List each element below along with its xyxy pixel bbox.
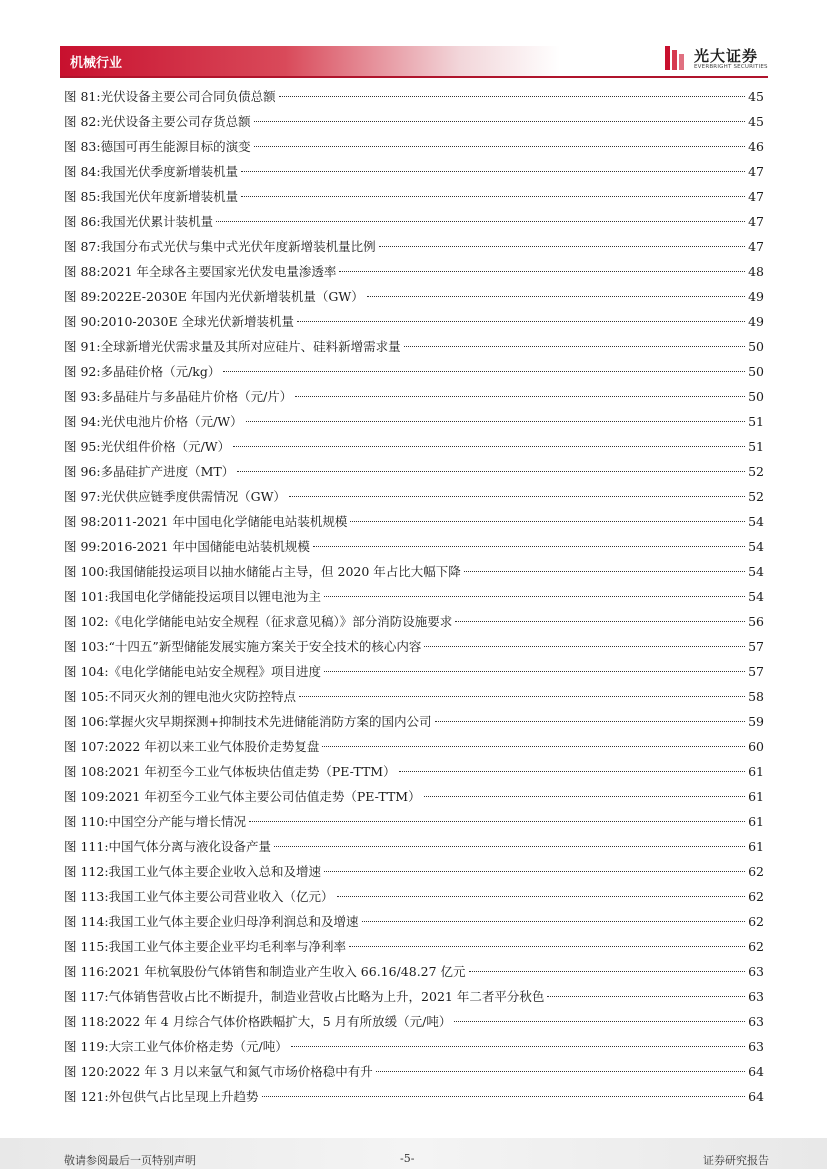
toc-row[interactable]: [64, 459, 764, 484]
figure-title: 多晶硅价格（元/kg）: [100, 364, 221, 379]
dot-leader: [350, 521, 745, 522]
figure-number: 图 85:: [64, 189, 101, 204]
dot-leader: [237, 471, 745, 472]
company-logo: [662, 44, 772, 74]
figure-title: 掌握火灾早期探测+抑制技术先进储能消防方案的国内公司: [108, 714, 432, 729]
figure-number: 图 88:: [64, 264, 101, 279]
toc-row[interactable]: [64, 984, 764, 1009]
figure-title: 光伏设备主要公司存货总额: [100, 114, 251, 129]
figure-number: 图 104:: [64, 664, 109, 679]
figure-title: 2021 年全球各主要国家光伏发电量渗透率: [100, 264, 337, 279]
toc-row[interactable]: [64, 484, 764, 509]
figure-number: 图 108:: [64, 764, 109, 779]
figure-number: 图 115:: [64, 939, 109, 954]
figure-list: [64, 84, 764, 1109]
figure-title: 2022 年初以来工业气体股价走势复盘: [108, 739, 320, 754]
page-ref: 52: [748, 464, 764, 479]
figure-title: 我国光伏累计装机量: [100, 214, 214, 229]
page-ref: 61: [748, 764, 764, 779]
page-ref: 45: [748, 89, 764, 104]
figure-title: “十四五”新型储能发展实施方案关于安全技术的核心内容: [108, 639, 422, 654]
toc-row[interactable]: [64, 759, 764, 784]
page-number: -5-: [400, 1152, 415, 1165]
dot-leader: [367, 296, 745, 297]
figure-title: 我国电化学储能投运项目以锂电池为主: [108, 589, 322, 604]
figure-title: 《电化学储能电站安全规程（征求意见稿）》部分消防设施要求: [108, 614, 453, 629]
dot-leader: [339, 271, 745, 272]
dot-leader: [322, 746, 745, 747]
header-band: [60, 46, 560, 76]
page-ref: 58: [748, 689, 764, 704]
figure-number: 图 92:: [64, 364, 101, 379]
figure-title: 2011-2021 年中国电化学储能电站装机规模: [100, 514, 348, 529]
dot-leader: [262, 1096, 746, 1097]
figure-title: 多晶硅片与多晶硅片价格（元/片）: [100, 389, 293, 404]
dot-leader: [454, 1021, 745, 1022]
figure-title: 气体销售营收占比不断提升，制造业营收占比略为上升，2021 年二者平分秋色: [108, 989, 545, 1004]
figure-title: 光伏电池片价格（元/W）: [100, 414, 243, 429]
dot-leader: [249, 821, 745, 822]
figure-number: 图 101:: [64, 589, 109, 604]
page-ref: 57: [748, 639, 764, 654]
header-divider: [60, 76, 768, 78]
dot-leader: [362, 921, 746, 922]
figure-number: 图 107:: [64, 739, 109, 754]
toc-row[interactable]: [64, 709, 764, 734]
figure-number: 图 82:: [64, 114, 101, 129]
figure-number: 图 111:: [64, 839, 109, 854]
page-ref: 62: [748, 939, 764, 954]
page-ref: 49: [748, 314, 764, 329]
toc-row[interactable]: [64, 334, 764, 359]
figure-title: 中国气体分离与液化设备产量: [108, 839, 272, 854]
page-ref: 62: [748, 889, 764, 904]
dot-leader: [324, 871, 745, 872]
page-ref: 63: [748, 1039, 764, 1054]
dot-leader: [455, 621, 745, 622]
figure-title: 2021 年初至今工业气体板块估值走势（PE-TTM）: [108, 764, 396, 779]
dot-leader: [469, 971, 746, 972]
toc-row[interactable]: [64, 509, 764, 534]
dot-leader: [254, 146, 745, 147]
page-ref: 60: [748, 739, 764, 754]
page-ref: 59: [748, 714, 764, 729]
toc-row[interactable]: [64, 884, 764, 909]
dot-leader: [233, 446, 745, 447]
dot-leader: [424, 646, 745, 647]
dot-leader: [435, 721, 746, 722]
figure-number: 图 119:: [64, 1039, 109, 1054]
figure-title: 《电化学储能电站安全规程》项目进度: [108, 664, 322, 679]
figure-number: 图 98:: [64, 514, 101, 529]
figure-title: 光伏组件价格（元/W）: [100, 439, 231, 454]
figure-title: 不同灭火剂的锂电池火灾防控特点: [108, 689, 297, 704]
toc-row[interactable]: [64, 84, 764, 109]
dot-leader: [464, 571, 745, 572]
figure-number: 图 95:: [64, 439, 101, 454]
figure-title: 我国工业气体主要企业平均毛利率与净利率: [108, 939, 347, 954]
dot-leader: [274, 846, 745, 847]
figure-number: 图 109:: [64, 789, 109, 804]
dot-leader: [424, 796, 746, 797]
figure-title: 我国工业气体主要企业归母净利润总和及增速: [108, 914, 359, 929]
dot-leader: [299, 696, 745, 697]
figure-number: 图 103:: [64, 639, 109, 654]
footer-disclaimer: 敬请参阅最后一页特别声明: [64, 1154, 196, 1167]
page-ref: 48: [748, 264, 764, 279]
figure-title: 光伏供应链季度供需情况（GW）: [100, 489, 286, 504]
dot-leader: [241, 171, 745, 172]
figure-title: 我国光伏年度新增装机量: [100, 189, 239, 204]
figure-title: 我国光伏季度新增装机量: [100, 164, 239, 179]
footer-report-type: 证券研究报告: [703, 1154, 769, 1167]
page-ref: 61: [748, 814, 764, 829]
toc-row[interactable]: [64, 609, 764, 634]
logo-chinese-text: 光大证券: [694, 47, 759, 65]
figure-number: 图 112:: [64, 864, 109, 879]
page-ref: 54: [748, 564, 764, 579]
figure-number: 图 106:: [64, 714, 109, 729]
logo-english-text: EVERBRIGHT SECURITIES: [694, 64, 768, 70]
toc-row[interactable]: [64, 184, 764, 209]
toc-row[interactable]: [64, 409, 764, 434]
figure-number: 图 84:: [64, 164, 101, 179]
figure-title: 2016-2021 年中国储能电站装机规模: [100, 539, 310, 554]
toc-row[interactable]: [64, 359, 764, 384]
dot-leader: [324, 596, 745, 597]
page-ref: 45: [748, 114, 764, 129]
dot-leader: [547, 996, 745, 997]
dot-leader: [279, 96, 745, 97]
toc-row[interactable]: [64, 434, 764, 459]
toc-row[interactable]: [64, 809, 764, 834]
page-ref: 47: [748, 164, 764, 179]
page-ref: 52: [748, 489, 764, 504]
page-ref: 47: [748, 214, 764, 229]
toc-row[interactable]: [64, 784, 764, 809]
dot-leader: [216, 221, 745, 222]
page-ref: 51: [748, 414, 764, 429]
figure-title: 大宗工业气体价格走势（元/吨）: [108, 1039, 288, 1054]
page-ref: 64: [748, 1089, 764, 1104]
figure-title: 外包供气占比呈现上升趋势: [108, 1089, 259, 1104]
page-ref: 63: [748, 1014, 764, 1029]
figure-number: 图 99:: [64, 539, 101, 554]
figure-number: 图 94:: [64, 414, 101, 429]
toc-row[interactable]: [64, 1009, 764, 1034]
dot-leader: [289, 496, 745, 497]
figure-number: 图 90:: [64, 314, 101, 329]
logo-mark-icon: [662, 44, 688, 72]
figure-title: 中国空分产能与增长情况: [108, 814, 247, 829]
toc-row[interactable]: [64, 534, 764, 559]
toc-row[interactable]: [64, 634, 764, 659]
toc-row[interactable]: [64, 209, 764, 234]
figure-title: 多晶硅扩产进度（MT）: [100, 464, 235, 479]
dot-leader: [246, 421, 745, 422]
figure-number: 图 96:: [64, 464, 101, 479]
page-ref: 62: [748, 864, 764, 879]
page-ref: 64: [748, 1064, 764, 1079]
figure-title: 我国分布式光伏与集中式光伏年度新增装机量比例: [100, 239, 376, 254]
toc-row[interactable]: [64, 684, 764, 709]
figure-number: 图 81:: [64, 89, 101, 104]
dot-leader: [337, 896, 746, 897]
dot-leader: [404, 346, 745, 347]
dot-leader: [399, 771, 746, 772]
dot-leader: [324, 671, 745, 672]
figure-number: 图 97:: [64, 489, 101, 504]
figure-title: 德国可再生能源目标的演变: [100, 139, 251, 154]
dot-leader: [241, 196, 745, 197]
figure-number: 图 100:: [64, 564, 109, 579]
dot-leader: [295, 396, 745, 397]
figure-title: 我国储能投运项目以抽水储能占主导，但 2020 年占比大幅下降: [108, 564, 461, 579]
dot-leader: [223, 371, 745, 372]
page-ref: 50: [748, 389, 764, 404]
toc-row[interactable]: [64, 1034, 764, 1059]
page-ref: 61: [748, 789, 764, 804]
figure-number: 图 113:: [64, 889, 109, 904]
figure-number: 图 121:: [64, 1089, 109, 1104]
page-ref: 47: [748, 189, 764, 204]
toc-row[interactable]: [64, 859, 764, 884]
figure-title: 2022E-2030E 年国内光伏新增装机量（GW）: [100, 289, 364, 304]
toc-row[interactable]: [64, 959, 764, 984]
toc-row[interactable]: [64, 659, 764, 684]
toc-row[interactable]: [64, 134, 764, 159]
figure-number: 图 102:: [64, 614, 109, 629]
dot-leader: [349, 946, 745, 947]
figure-number: 图 120:: [64, 1064, 109, 1079]
toc-row[interactable]: [64, 934, 764, 959]
figure-number: 图 114:: [64, 914, 109, 929]
dot-leader: [291, 1046, 745, 1047]
page-ref: 61: [748, 839, 764, 854]
figure-title: 光伏设备主要公司合同负债总额: [100, 89, 276, 104]
figure-number: 图 117:: [64, 989, 109, 1004]
section-label: 机械行业: [70, 56, 123, 71]
figure-title: 全球新增光伏需求量及其所对应硅片、硅料新增需求量: [100, 339, 401, 354]
figure-number: 图 87:: [64, 239, 101, 254]
page-ref: 57: [748, 664, 764, 679]
toc-row[interactable]: [64, 834, 764, 859]
page-ref: 63: [748, 989, 764, 1004]
figure-title: 我国工业气体主要企业收入总和及增速: [108, 864, 322, 879]
figure-number: 图 110:: [64, 814, 109, 829]
figure-number: 图 89:: [64, 289, 101, 304]
page-ref: 56: [748, 614, 764, 629]
figure-title: 2022 年 4 月综合气体价格跌幅扩大，5 月有所放缓（元/吨）: [108, 1014, 452, 1029]
figure-title: 2021 年杭氧股份气体销售和制造业产生收入 66.16/48.27 亿元: [108, 964, 466, 979]
toc-row[interactable]: [64, 584, 764, 609]
figure-number: 图 93:: [64, 389, 101, 404]
figure-number: 图 83:: [64, 139, 101, 154]
toc-row[interactable]: [64, 734, 764, 759]
toc-row[interactable]: [64, 259, 764, 284]
toc-row[interactable]: [64, 559, 764, 584]
toc-row[interactable]: [64, 1059, 764, 1084]
dot-leader: [379, 246, 745, 247]
page-ref: 63: [748, 964, 764, 979]
page-ref: 46: [748, 139, 764, 154]
figure-number: 图 105:: [64, 689, 109, 704]
page-ref: 50: [748, 364, 764, 379]
figure-number: 图 118:: [64, 1014, 109, 1029]
page-ref: 51: [748, 439, 764, 454]
figure-title: 2022 年 3 月以来氩气和氮气市场价格稳中有升: [108, 1064, 373, 1079]
page-ref: 54: [748, 539, 764, 554]
page-ref: 49: [748, 289, 764, 304]
figure-number: 图 91:: [64, 339, 101, 354]
figure-number: 图 86:: [64, 214, 101, 229]
toc-row[interactable]: [64, 1084, 764, 1109]
page-ref: 54: [748, 514, 764, 529]
page-ref: 54: [748, 589, 764, 604]
dot-leader: [297, 321, 745, 322]
figure-title: 2021 年初至今工业气体主要公司估值走势（PE-TTM）: [108, 789, 421, 804]
toc-row[interactable]: [64, 284, 764, 309]
figure-title: 2010-2030E 全球光伏新增装机量: [100, 314, 295, 329]
figure-title: 我国工业气体主要公司营业收入（亿元）: [108, 889, 334, 904]
toc-row[interactable]: [64, 159, 764, 184]
dot-leader: [313, 546, 745, 547]
toc-row[interactable]: [64, 384, 764, 409]
toc-row[interactable]: [64, 234, 764, 259]
toc-row[interactable]: [64, 109, 764, 134]
page-ref: 47: [748, 239, 764, 254]
toc-row[interactable]: [64, 909, 764, 934]
page-ref: 50: [748, 339, 764, 354]
toc-row[interactable]: [64, 309, 764, 334]
dot-leader: [376, 1071, 745, 1072]
dot-leader: [254, 121, 745, 122]
page-ref: 62: [748, 914, 764, 929]
figure-number: 图 116:: [64, 964, 109, 979]
